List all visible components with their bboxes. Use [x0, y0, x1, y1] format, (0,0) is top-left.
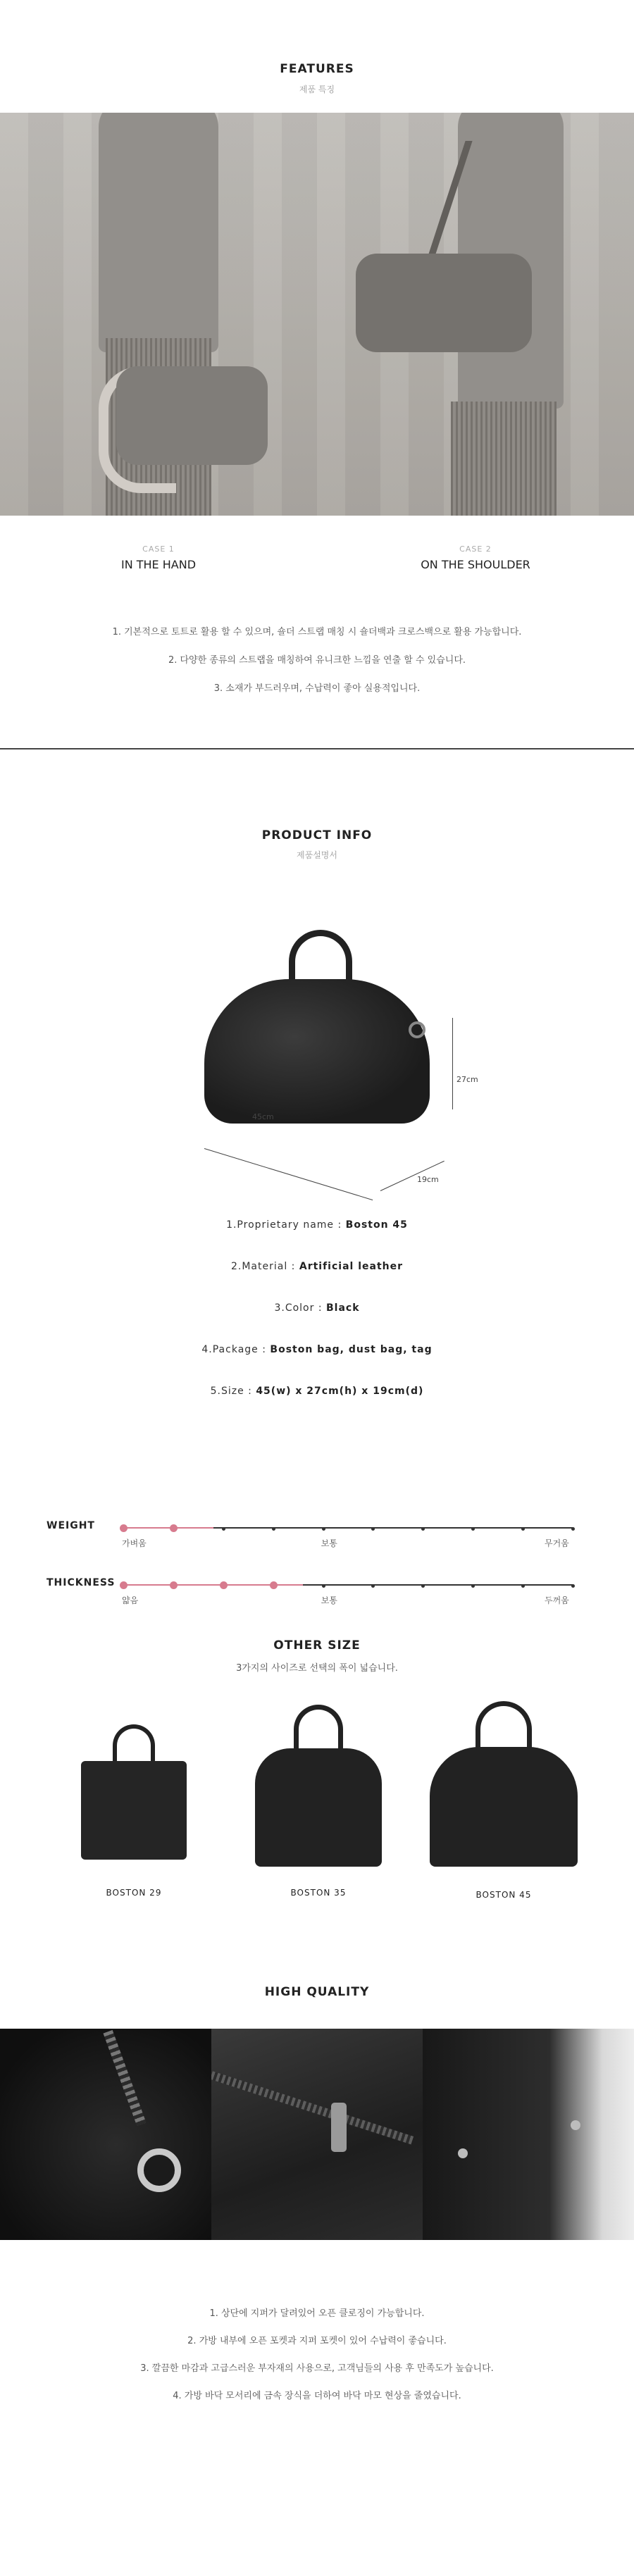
scale-dot — [471, 1584, 475, 1588]
other-size-title: OTHER SIZE — [273, 1638, 361, 1653]
features-photo — [0, 113, 634, 516]
boston-29-label: BOSTON 29 — [106, 1888, 162, 1898]
scale-dot — [322, 1584, 325, 1588]
scale-dot — [471, 1527, 475, 1531]
height-dimension-label: 27cm — [456, 1075, 478, 1084]
scale-dot — [322, 1527, 325, 1531]
boston-45-image — [430, 1701, 578, 1867]
spec-color: 3.Color : Black — [274, 1302, 360, 1314]
scale-tick-label: 가벼움 — [122, 1538, 147, 1548]
features-title: FEATURES — [280, 62, 354, 76]
scale-dot — [421, 1584, 425, 1588]
width-dimension-label: 45cm — [252, 1112, 274, 1121]
other-size-subtitle: 3가지의 사이즈로 선택의 폭이 넓습니다. — [236, 1663, 398, 1674]
case-2-name: ON THE SHOULDER — [421, 558, 530, 571]
scale-dot — [222, 1527, 225, 1531]
scale-dot — [571, 1527, 575, 1531]
scale-label: WEIGHT — [46, 1520, 95, 1531]
scale-label: THICKNESS — [46, 1577, 116, 1588]
scale-dot — [220, 1581, 228, 1589]
product-image — [204, 916, 437, 1134]
scale-dot — [272, 1527, 275, 1531]
detail-photo-corner — [423, 2029, 634, 2240]
quality-description-1: 1. 상단에 지퍼가 달려있어 오픈 클로징이 가능합니다. — [209, 2308, 425, 2319]
boston-35-label: BOSTON 35 — [290, 1888, 347, 1898]
scale-dot — [521, 1527, 525, 1531]
scale-dot — [371, 1527, 375, 1531]
width-dimension-line — [204, 1148, 373, 1200]
quality-description-2: 2. 가방 내부에 오픈 포켓과 지퍼 포켓이 있어 수납력이 좋습니다. — [187, 2336, 447, 2346]
scale-dot — [120, 1581, 128, 1589]
quality-description-3: 3. 깔끔한 마감과 고급스러운 부자재의 사용으로, 고객님들의 사용 후 만족도가 높습니다. — [140, 2363, 494, 2374]
boston-35-image — [255, 1705, 382, 1867]
case-1-label: CASE 1 — [142, 545, 175, 554]
spec-material: 2.Material : Artificial leather — [231, 1261, 403, 1272]
scale-tick-label: 두꺼움 — [545, 1595, 569, 1605]
spec-proprietary-name: 1.Proprietary name : Boston 45 — [226, 1219, 408, 1231]
scale-dot — [170, 1524, 178, 1532]
detail-photo-hardware — [0, 2029, 211, 2240]
scale-tick-label: 보통 — [321, 1595, 337, 1605]
scale-fill — [123, 1527, 213, 1529]
case-1-name: IN THE HAND — [120, 558, 197, 571]
feature-description-2: 2. 다양한 종류의 스트랩을 매칭하여 유니크한 느낌을 연출 할 수 있습니다. — [168, 655, 466, 666]
quality-description-4: 4. 가방 바닥 모서리에 금속 장식을 더하여 바닥 마모 현상을 줄였습니다. — [173, 2391, 461, 2401]
product-info-title: PRODUCT INFO — [261, 828, 373, 842]
scale-dot — [571, 1584, 575, 1588]
case-2-label: CASE 2 — [459, 545, 492, 554]
spec-size: 5.Size : 45(w) x 27cm(h) x 19cm(d) — [210, 1386, 424, 1397]
detail-photo-zipper — [211, 2029, 423, 2240]
boston-45-label: BOSTON 45 — [476, 1890, 532, 1900]
scale-dot — [170, 1581, 178, 1589]
feature-description-3: 3. 소재가 부드러우며, 수납력이 좋아 실용적입니다. — [213, 683, 421, 694]
scale-dot — [421, 1527, 425, 1531]
scale-tick-label: 얇음 — [122, 1595, 139, 1605]
scale-tick-label: 무거움 — [545, 1538, 569, 1548]
scale-dot — [521, 1584, 525, 1588]
depth-dimension-label: 19cm — [417, 1175, 439, 1184]
product-info-subtitle: 제품설명서 — [297, 850, 337, 860]
section-divider — [0, 748, 634, 749]
scale-tick-label: 보통 — [321, 1538, 337, 1548]
height-dimension-line — [452, 1018, 453, 1109]
boston-29-image — [77, 1724, 190, 1865]
scale-dot — [270, 1581, 278, 1589]
scale-dot — [371, 1584, 375, 1588]
spec-package: 4.Package : Boston bag, dust bag, tag — [201, 1344, 433, 1355]
high-quality-title: HIGH QUALITY — [264, 1985, 370, 1999]
feature-description-1: 1. 기본적으로 토트로 활용 할 수 있으며, 숄더 스트랩 매칭 시 숄더백과 크로스백으로 활용 가능합니다. — [112, 627, 522, 637]
features-subtitle: 제품 특징 — [299, 85, 335, 94]
scale-dot — [120, 1524, 128, 1532]
